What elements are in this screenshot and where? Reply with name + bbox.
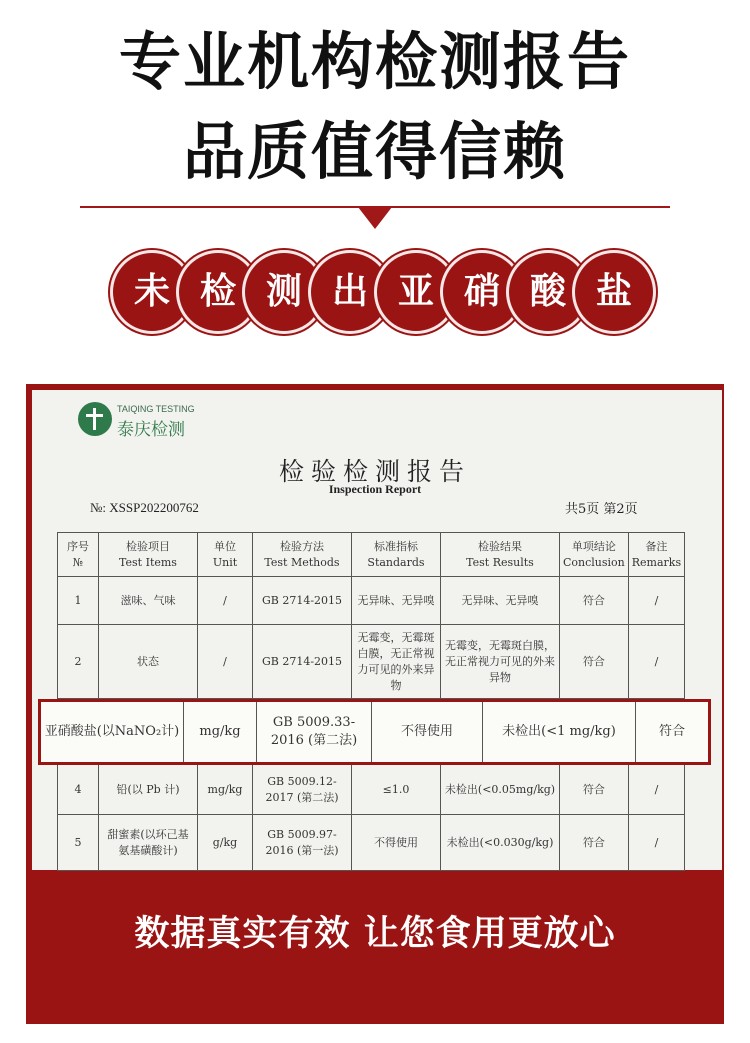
cell: 无霉变，无霉斑白膜，无正常视力可见的外来异物 <box>441 625 560 699</box>
cell: 未检出(<0.030g/kg) <box>441 815 560 871</box>
claim-char: 测 <box>242 250 326 334</box>
header-cell: 检验结果 Test Results <box>441 533 560 577</box>
logo-mark <box>86 414 103 417</box>
cell: / <box>628 815 684 871</box>
table-header-row <box>58 533 685 577</box>
claim-badges <box>0 250 750 332</box>
header-cell: 单位 Unit <box>198 533 253 577</box>
cell: / <box>628 577 684 625</box>
cell: 不得使用 <box>352 815 441 871</box>
hl-standard: 不得使用 <box>372 702 483 762</box>
table-row <box>58 625 685 699</box>
cell: 2 <box>58 625 99 699</box>
claim-char: 检 <box>176 250 260 334</box>
claim-char: 未 <box>110 250 194 334</box>
cell: GB 2714-2015 <box>253 577 352 625</box>
cell: 甜蜜素(以环己基氨基磺酸计) <box>99 815 198 871</box>
claim-char: 亚 <box>374 250 458 334</box>
hl-item: 亚硝酸盐(以NaNO₂计) <box>41 702 184 762</box>
cell: 1 <box>58 577 99 625</box>
footer-slogan: 数据真实有效 让您食用更放心 <box>134 914 616 954</box>
cell: 无异味、无异嗅 <box>352 577 441 625</box>
header-cell: 单项结论 Conclusion <box>560 533 629 577</box>
report-title: 检验检测报告 <box>278 457 471 486</box>
cell: 符合 <box>560 815 629 871</box>
cell: mg/kg <box>198 765 253 815</box>
table-row <box>58 577 685 625</box>
lab-name-en: TAIQING TESTING <box>117 404 195 414</box>
header-cell: 标准指标 Standards <box>352 533 441 577</box>
cell: 符合 <box>560 577 629 625</box>
hl-conclusion: 符合 <box>658 724 685 739</box>
cell: 符合 <box>560 765 629 815</box>
cell: 状态 <box>99 625 198 699</box>
cell: 4 <box>58 765 99 815</box>
divider-arrow-icon <box>358 207 392 229</box>
cell: / <box>198 625 253 699</box>
header-cell: 序号 № <box>58 533 99 577</box>
cell: 无异味、无异嗅 <box>441 577 560 625</box>
header-cell: 备注 Remarks <box>628 533 684 577</box>
cell: GB 5009.97-2016 (第一法) <box>253 815 352 871</box>
logo-mark <box>93 408 96 430</box>
cell: 符合 <box>560 625 629 699</box>
cell: 未检出(<0.05mg/kg) <box>441 765 560 815</box>
cell: / <box>628 625 684 699</box>
hl-result: 未检出(<1 mg/kg) <box>483 702 636 762</box>
cell: GB 5009.12-2017 (第二法) <box>253 765 352 815</box>
table-row <box>58 765 685 815</box>
report-subtitle: Inspection Report <box>328 482 422 496</box>
hl-method: GB 5009.33-2016 (第二法) <box>257 702 372 762</box>
cell: 铅(以 Pb 计) <box>99 765 198 815</box>
cell: g/kg <box>198 815 253 871</box>
report-page-info: 共5页 第2页 <box>565 502 638 517</box>
claim-char: 硝 <box>440 250 524 334</box>
cell: / <box>628 765 684 815</box>
cell: ≤1.0 <box>352 765 441 815</box>
claim-char: 酸 <box>506 250 590 334</box>
report-number: №: XSSP202200762 <box>90 500 199 515</box>
highlighted-result-row <box>38 699 711 765</box>
headline-line1: 专业机构检测报告 <box>118 25 631 98</box>
claim-char: 出 <box>308 250 392 334</box>
header-cell: 检验项目 Test Items <box>99 533 198 577</box>
headline-line2: 品质值得信赖 <box>182 115 567 188</box>
hl-unit: mg/kg <box>184 702 257 762</box>
table-row <box>58 815 685 871</box>
cell: / <box>198 577 253 625</box>
cell: 无霉变，无霉斑白膜，无正常视力可见的外来异物 <box>352 625 441 699</box>
lab-name-cn: 泰庆检测 <box>117 420 185 440</box>
header-cell: 检验方法 Test Methods <box>253 533 352 577</box>
cell: 滋味、气味 <box>99 577 198 625</box>
cell: GB 2714-2015 <box>253 625 352 699</box>
claim-char: 盐 <box>572 250 656 334</box>
cell: 5 <box>58 815 99 871</box>
